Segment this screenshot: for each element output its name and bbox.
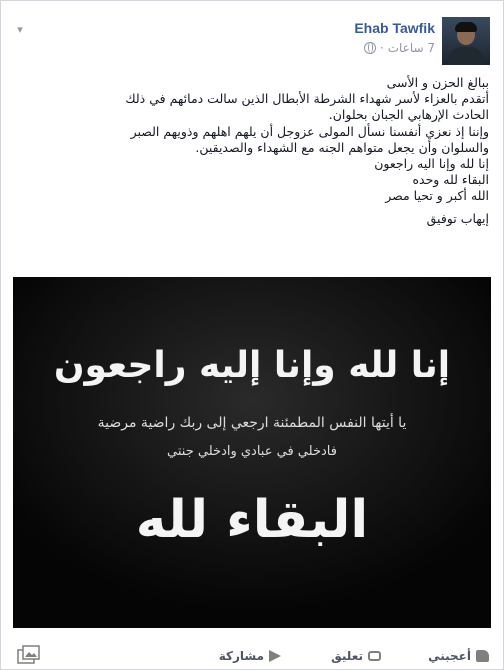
globe-icon[interactable] xyxy=(364,42,376,54)
share-label: مشاركة xyxy=(218,649,264,663)
image-line-1: إنا لله وإنا إليه راجعون xyxy=(53,345,451,386)
comment-button[interactable] xyxy=(331,649,381,663)
avatar-body xyxy=(448,47,484,65)
post-line: البقاء لله وحده xyxy=(412,172,489,188)
post-line: الحادث الإرهابي الجبان بحلوان. xyxy=(328,107,489,123)
avatar[interactable] xyxy=(442,17,490,65)
timestamp[interactable]: 7 ساعات xyxy=(387,41,435,55)
chevron-down-icon[interactable]: ▾ xyxy=(17,23,23,36)
image-line-4: البقاء لله xyxy=(135,490,369,550)
post-line: الله أكبر و تحيا مصر xyxy=(385,188,489,204)
image-line-2: يا أيتها النفس المطمئنة ارجعي إلى ربك راضية مرضية xyxy=(97,415,407,431)
post-text xyxy=(13,75,489,227)
avatar-hair xyxy=(455,22,477,32)
post-photo[interactable] xyxy=(13,277,491,628)
comment-label: تعليق xyxy=(331,649,363,663)
post-line: والسلوان وأن يجعل متواهم الجنه مع الشهداء والصديقين. xyxy=(195,139,489,155)
share-icon xyxy=(269,650,281,662)
post-line: وإننا إذ نعزي أنفسنا نسأل المولى عزوجل أن يلهم اهلهم وذويهم الصبر xyxy=(130,123,489,139)
post-line: أتقدم بالعزاء لأسر شهداء الشرطة الأبطال الذين سالت دمائهم في ذلك xyxy=(125,91,489,107)
condolence-image xyxy=(13,277,491,628)
image-line-3: فادخلي في عبادي وادخلي جنتي xyxy=(167,444,337,459)
post-line: ببالغ الحزن و الأسى xyxy=(386,75,489,90)
comment-icon xyxy=(368,651,381,661)
thumbs-up-icon xyxy=(476,650,489,662)
like-button[interactable] xyxy=(428,649,489,663)
author-name[interactable]: Ehab Tawfik xyxy=(354,20,435,36)
share-button[interactable] xyxy=(219,649,281,663)
post-meta xyxy=(364,41,435,55)
separator: · xyxy=(379,41,384,55)
post-actions xyxy=(1,641,503,669)
like-label: أعجبني xyxy=(428,649,471,663)
post-line: إنا لله وإنا اليه راجعون xyxy=(374,156,489,172)
signature: إيهاب توفيق xyxy=(426,210,489,226)
